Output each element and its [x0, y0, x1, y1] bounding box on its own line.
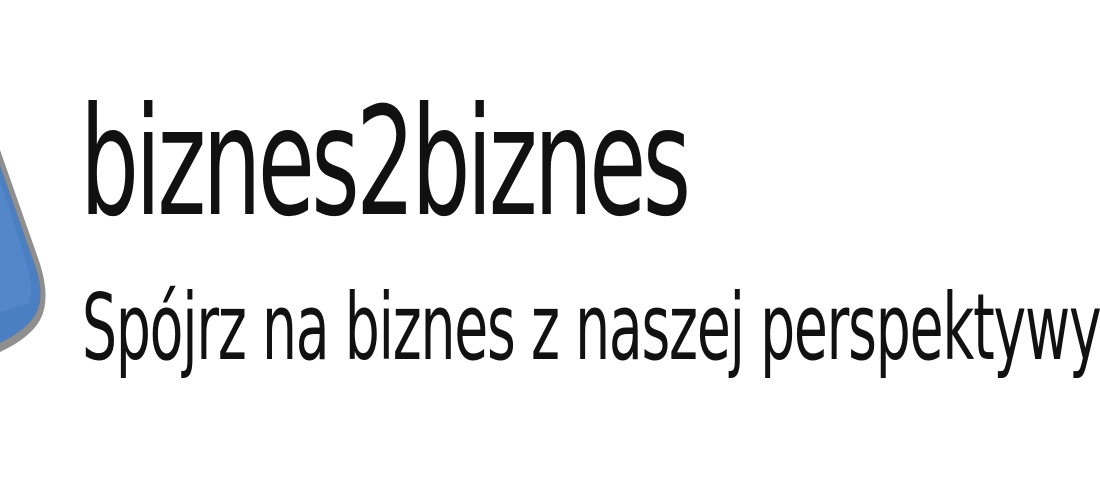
- blue-rounded-square-icon: [0, 0, 70, 492]
- brand-name: biznes2biznes: [80, 76, 688, 250]
- tagline: Spójrz na biznes z naszej perspektywy: [82, 274, 1100, 381]
